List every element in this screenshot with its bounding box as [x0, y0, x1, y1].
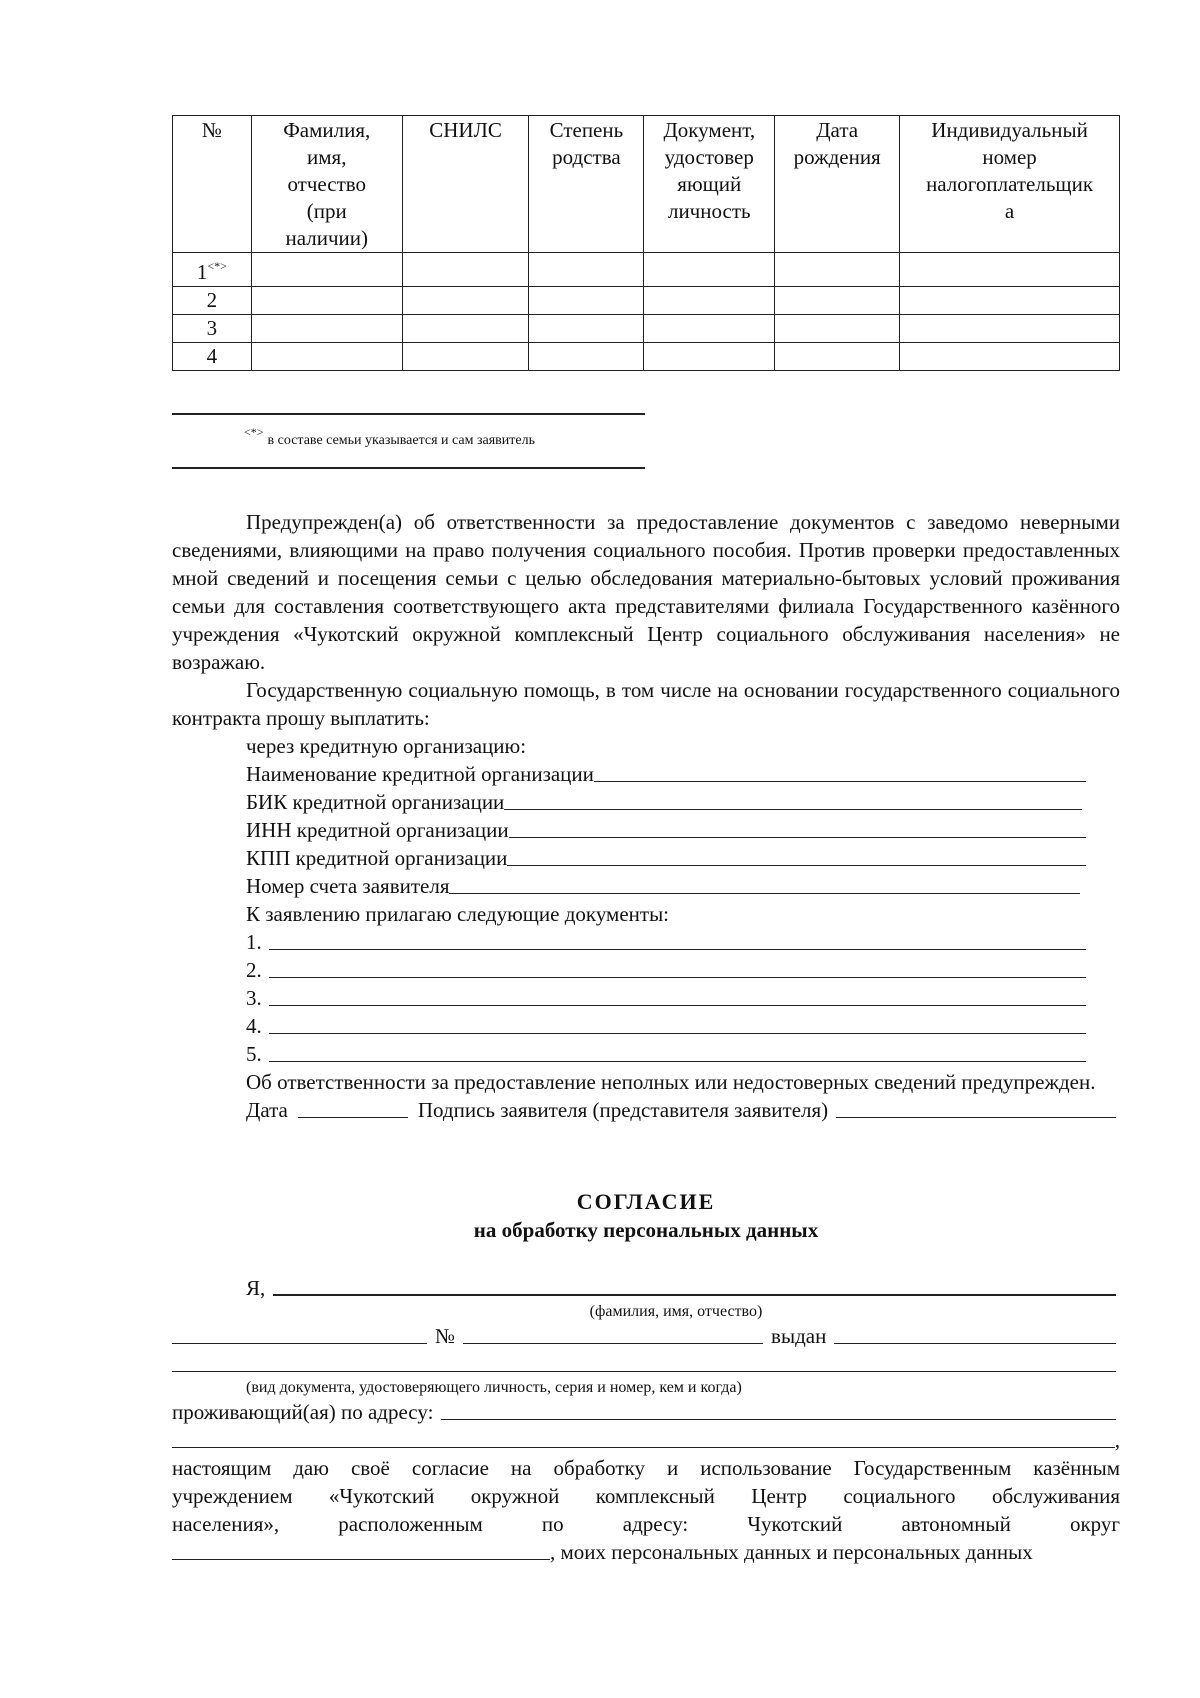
- table-cell[interactable]: [251, 315, 402, 343]
- table-cell[interactable]: [900, 287, 1120, 315]
- table-cell[interactable]: [775, 253, 900, 287]
- fio-hint: (фамилия, имя, отчество): [589, 1303, 763, 1320]
- account-input[interactable]: [449, 872, 1080, 894]
- header-relation: Степень родства: [529, 116, 644, 253]
- date-label: Дата: [246, 1098, 288, 1122]
- kpp-input[interactable]: [507, 844, 1086, 866]
- consent-title: СОГЛАСИЕ: [576, 1189, 716, 1214]
- warning-paragraph: Предупрежден(а) об ответственности за предоставление документов с заведомо неверными сведениями, влияющими на право получения социального пособия. Против проверки предоставленных мной сведений и посещения семьи с целью обследования материально-бытовых условий проживания семьи для составления соответствующего акта представителями филиала Государственного казённого учреждения «Чукотский окружной комплексный Центр социального обслуживания населения» не возражаю.: [172, 510, 1120, 674]
- consent-section: [172, 1188, 1120, 1566]
- document-details-row: [172, 1350, 1120, 1378]
- table-cell[interactable]: [529, 287, 644, 315]
- table-cell[interactable]: [775, 343, 900, 371]
- documents-intro: К заявлению прилагаю следующие документы:: [246, 902, 670, 926]
- address-row: [172, 1398, 1120, 1426]
- header-name: Фамилия, имя, отчество (при наличии): [251, 116, 402, 253]
- kpp-label: КПП кредитной организации: [246, 846, 508, 870]
- table-cell[interactable]: [251, 253, 402, 287]
- bank-name-field: [172, 760, 1120, 788]
- row-number: 2: [173, 287, 252, 315]
- table-cell[interactable]: [644, 343, 775, 371]
- bank-name-label: Наименование кредитной организации: [246, 762, 594, 786]
- bik-input[interactable]: [504, 788, 1082, 810]
- bik-label: БИК кредитной организации: [246, 790, 505, 814]
- document-line: [172, 956, 1120, 984]
- document-number: 1.: [246, 930, 262, 954]
- document-input[interactable]: [269, 956, 1086, 978]
- account-label: Номер счета заявителя: [246, 874, 450, 898]
- table-cell[interactable]: [644, 315, 775, 343]
- table-cell[interactable]: [251, 343, 402, 371]
- consent-text-line: населения», расположенным по адресу: Чукотский автономный округ: [172, 1512, 1120, 1536]
- table-cell[interactable]: [402, 315, 529, 343]
- header-inn: Индивидуальный номер налогоплательщик а: [900, 116, 1120, 253]
- table-cell[interactable]: [251, 287, 402, 315]
- signature-input[interactable]: [836, 1096, 1116, 1118]
- table-cell[interactable]: [900, 343, 1120, 371]
- table-cell[interactable]: [775, 287, 900, 315]
- header-birth-date: Дата рождения: [775, 116, 900, 253]
- consent-text-line: учреждением «Чукотский окружной комплексный Центр социального обслуживания: [172, 1484, 1120, 1508]
- footnote-mark: <*>: [207, 259, 227, 273]
- document-number: 2.: [246, 958, 262, 982]
- account-field: [172, 872, 1120, 900]
- issued-label: выдан: [771, 1324, 827, 1348]
- document-number: 3.: [246, 986, 262, 1010]
- footnote-divider-top: [172, 413, 645, 415]
- document-line: [172, 928, 1120, 956]
- document-input[interactable]: [269, 928, 1086, 950]
- row-number: 4: [173, 343, 252, 371]
- table-row: [173, 343, 1120, 371]
- document-hint: (вид документа, удостоверяющего личность, серия и номер, кем и когда): [246, 1379, 742, 1396]
- date-signature-row: [172, 1096, 1120, 1124]
- table-cell[interactable]: [900, 315, 1120, 343]
- via-bank-label: через кредитную организацию:: [246, 734, 527, 758]
- address-label: проживающий(ая) по адресу:: [172, 1400, 434, 1424]
- table-cell[interactable]: [644, 253, 775, 287]
- table-cell[interactable]: [402, 287, 529, 315]
- document-row: [172, 1322, 1120, 1350]
- liability-paragraph: Об ответственности за предоставление неполных или недостоверных сведений предупрежден.: [246, 1070, 1096, 1094]
- family-members-table: [172, 115, 1120, 371]
- table-cell[interactable]: [529, 343, 644, 371]
- comma: ,: [1114, 1428, 1120, 1452]
- consent-text-line-4: [172, 1538, 1120, 1566]
- document-number: 5.: [246, 1042, 262, 1066]
- document-line: [172, 984, 1120, 1012]
- table-cell[interactable]: [402, 343, 529, 371]
- document-input[interactable]: [269, 1040, 1086, 1062]
- bik-field: [172, 788, 1120, 816]
- application-body: [172, 508, 1120, 1124]
- consent-subtitle: на обработку персональных данных: [473, 1218, 819, 1242]
- fio-input[interactable]: [273, 1273, 1116, 1296]
- inn-input[interactable]: [509, 816, 1086, 838]
- bank-name-input[interactable]: [594, 760, 1086, 782]
- footnote-divider-bottom: [172, 467, 645, 469]
- document-number: 4.: [246, 1014, 262, 1038]
- organization-address-input[interactable]: [172, 1538, 550, 1560]
- row-number: 1<*>: [173, 253, 252, 287]
- address-input-2[interactable]: [172, 1426, 1115, 1448]
- table-cell[interactable]: [402, 253, 529, 287]
- document-input[interactable]: [269, 1012, 1086, 1034]
- signature-label: Подпись заявителя (представителя заявителя): [417, 1098, 829, 1122]
- header-snils: СНИЛС: [402, 116, 529, 253]
- footnote-text: в составе семьи указывается и сам заявитель: [267, 433, 535, 448]
- table-row: [173, 287, 1120, 315]
- consent-text-line: настоящим даю своё согласие на обработку и использование Государственным казённым: [172, 1456, 1120, 1480]
- document-line: [172, 1012, 1120, 1040]
- footnote: [244, 425, 535, 449]
- document-line: [172, 1040, 1120, 1068]
- number-sign: №: [435, 1324, 456, 1348]
- header-num: №: [173, 116, 252, 253]
- document-type-input[interactable]: [172, 1322, 427, 1344]
- payment-paragraph: Государственную социальную помощь, в том числе на основании государственного социального контракта прошу выплатить:: [172, 678, 1120, 730]
- row-number: 3: [173, 315, 252, 343]
- document-details-input[interactable]: [172, 1350, 1116, 1372]
- table-row: [173, 315, 1120, 343]
- issued-by-input[interactable]: [834, 1322, 1116, 1344]
- address-row-2: [172, 1426, 1120, 1454]
- date-input[interactable]: [298, 1096, 408, 1118]
- fio-row: [172, 1274, 1120, 1302]
- consent-text-tail: , моих персональных данных и персональных данных: [550, 1540, 1033, 1564]
- table-cell[interactable]: [644, 287, 775, 315]
- inn-field: [172, 816, 1120, 844]
- document-input[interactable]: [269, 984, 1086, 1006]
- table-cell[interactable]: [775, 315, 900, 343]
- address-input[interactable]: [441, 1398, 1116, 1420]
- table-header-row: [173, 116, 1120, 253]
- table-cell[interactable]: [900, 253, 1120, 287]
- table-cell[interactable]: [529, 253, 644, 287]
- document-number-input[interactable]: [463, 1322, 763, 1344]
- header-document: Документ, удостовер яющий личность: [644, 116, 775, 253]
- table-row: [173, 253, 1120, 287]
- i-label: Я,: [246, 1276, 266, 1300]
- table-cell[interactable]: [529, 315, 644, 343]
- kpp-field: [172, 844, 1120, 872]
- inn-label: ИНН кредитной организации: [246, 818, 509, 842]
- footnote-mark: <*>: [244, 425, 264, 439]
